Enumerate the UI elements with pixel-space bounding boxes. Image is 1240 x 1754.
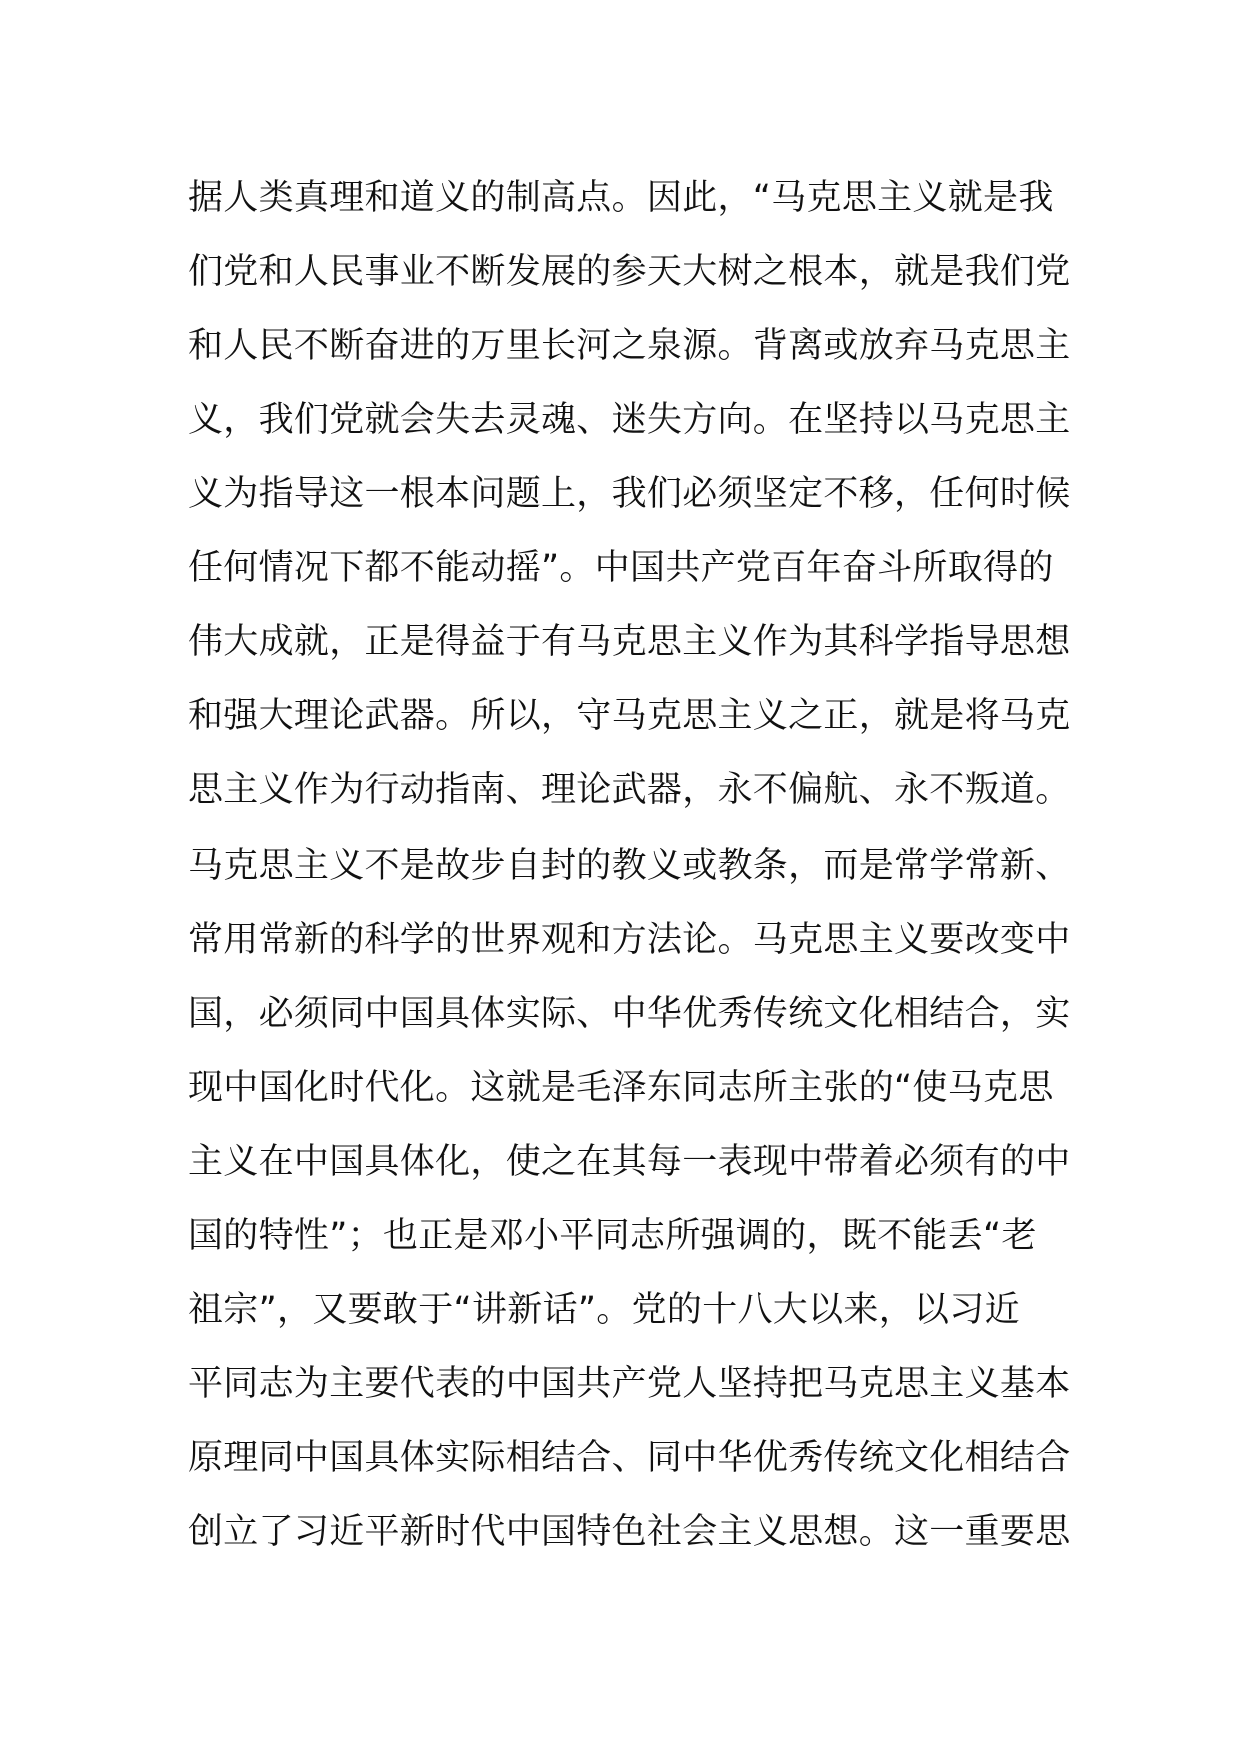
text-line: 创立了习近平新时代中国特色社会主义思想。这一重要思 (188, 1512, 1071, 1552)
text-line: 平同志为主要代表的中国共产党人坚持把马克思主义基本 (188, 1364, 1071, 1404)
paragraph-continuation (188, 161, 1071, 827)
paragraph-next (188, 829, 1071, 1569)
text-line: 常用常新的科学的世界观和方法论。马克思主义要改变中 (188, 920, 1071, 960)
text-line: 据人类真理和道义的制高点。因此，“马克思主义就是我 (188, 178, 1054, 218)
text-line: 思主义作为行动指南、理论武器，永不偏航、永不叛道。 (188, 770, 1071, 810)
text-line: 伟大成就，正是得益于有马克思主义作为其科学指导思想 (188, 622, 1071, 662)
text-line: 主义在中国具体化，使之在其每一表现中带着必须有的中 (188, 1142, 1071, 1182)
text-line: 原理同中国具体实际相结合、同中华优秀传统文化相结合 (188, 1438, 1071, 1478)
text-line: 马克思主义不是故步自封的教义或教条，而是常学常新、 (188, 846, 1071, 886)
text-line: 们党和人民事业不断发展的参天大树之根本，就是我们党 (188, 252, 1071, 292)
text-line: 任何情况下都不能动摇”。中国共产党百年奋斗所取得的 (188, 548, 1054, 588)
text-line: 和人民不断奋进的万里长河之泉源。背离或放弃马克思主 (188, 326, 1071, 366)
text-line: 国，必须同中国具体实际、中华优秀传统文化相结合，实 (188, 994, 1071, 1034)
text-line: 现中国化时代化。这就是毛泽东同志所主张的“使马克思 (188, 1068, 1054, 1108)
text-line: 和强大理论武器。所以，守马克思主义之正，就是将马克 (188, 696, 1071, 736)
text-line: 义为指导这一根本问题上，我们必须坚定不移，任何时候 (188, 474, 1071, 514)
text-line: 祖宗”，又要敢于“讲新话”。党的十八大以来，以习近 (188, 1290, 1020, 1330)
text-line: 国的特性”；也正是邓小平同志所强调的，既不能丢“老 (188, 1216, 1037, 1256)
text-line: 义，我们党就会失去灵魂、迷失方向。在坚持以马克思主 (188, 400, 1071, 440)
